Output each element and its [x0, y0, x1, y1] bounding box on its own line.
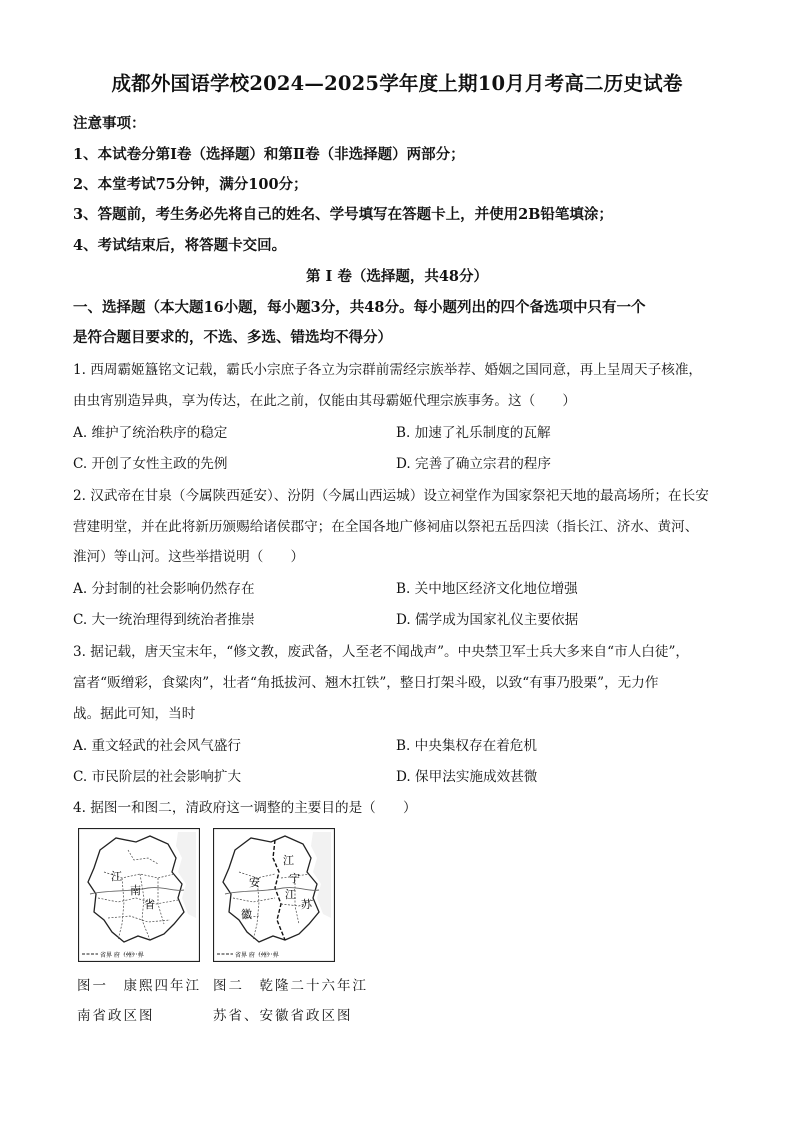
notice-item: 2、本堂考试75分钟，满分100分；: [73, 176, 308, 193]
question-stem: 由虫宵别造异典，享为传达，在此之前，仅能由其母霸姬代理宗族事务。这（ ）: [73, 393, 576, 409]
option-b[interactable]: B. 加速了礼乐制度的瓦解: [396, 425, 551, 441]
map-label: 安: [249, 876, 260, 889]
option-a[interactable]: A. 分封制的社会影响仍然存在: [73, 581, 255, 597]
notice-heading: 注意事项：: [73, 115, 146, 132]
notice-item: 3、答题前，考生务必先将自己的姓名、学号填写在答题卡上，并使用2B铅笔填涂；: [73, 206, 613, 223]
part-heading: 是符合题目要求的，不选、多选、错选均不得分）: [73, 329, 392, 346]
question-stem: 战。据此可知，当时: [73, 706, 196, 722]
option-a[interactable]: A. 维护了统治秩序的稳定: [73, 425, 228, 441]
question-stem: 4. 据图一和图二，清政府这一调整的主要目的是（ ）: [73, 800, 417, 816]
map-label: 江: [285, 888, 296, 901]
map-label: 苏: [301, 898, 312, 911]
option-b[interactable]: B. 关中地区经济文化地位增强: [396, 581, 578, 597]
map-label: 江: [111, 870, 122, 883]
question-stem: 3. 据记载，唐天宝末年，“修文教，废武备，人至老不闻战声”。中央禁卫军士兵大多来自“市人白徒”，: [73, 644, 690, 660]
question-stem: 营建明堂，并在此将新历颁赐给诸侯郡守；在全国各地广修祠庙以祭祀五岳四渎（指长江、济水、黄河、: [73, 519, 699, 535]
exam-title: 成都外国语学校2024—2025学年度上期10月月考高二历史试卷: [111, 72, 683, 95]
map-label: 宁: [289, 872, 300, 885]
option-c[interactable]: C. 大一统治理得到统治者推崇: [73, 612, 255, 628]
option-b[interactable]: B. 中央集权存在着危机: [396, 738, 537, 754]
figure-2-caption: 图二 乾隆二十六年江: [213, 978, 368, 994]
map-label: 南: [130, 884, 141, 897]
map-label: 江: [283, 854, 294, 867]
question-stem: 富者“贩缯彩，食粱肉”，壮者“角抵拔河、翘木扛铁”，整日打架斗殴，以致“有事乃股栗”，无力作: [73, 675, 659, 691]
option-a[interactable]: A. 重文轻武的社会风气盛行: [73, 738, 241, 754]
option-c[interactable]: C. 市民阶层的社会影响扩大: [73, 769, 242, 785]
option-d[interactable]: D. 保甲法实施成效甚微: [396, 769, 538, 785]
option-d[interactable]: D. 儒学成为国家礼仪主要依据: [396, 612, 579, 628]
option-c[interactable]: C. 开创了女性主政的先例: [73, 456, 228, 472]
figure-2-map: [213, 828, 335, 962]
part-heading: 一、选择题（本大题16小题，每小题3分，共48分。每小题列出的四个备选项中只有一个: [73, 299, 646, 316]
option-d[interactable]: D. 完善了确立宗君的程序: [396, 456, 551, 472]
question-stem: 2. 汉武帝在甘泉（今属陕西延安）、汾阴（今属山西运城）设立祠堂作为国家祭祀天地的最高场所；在长安: [73, 488, 709, 504]
question-stem: 1. 西周霸姬簋铭文记载，霸氏小宗庶子各立为宗群前需经宗族举荐、婚姻之国同意，再上呈周天子核准，: [73, 362, 703, 378]
section-title: 第 Ⅰ 卷（选择题，共48分）: [305, 268, 489, 285]
map-label: 省: [144, 898, 155, 911]
notice-item: 4、考试结束后，将答题卡交回。: [73, 237, 287, 254]
map-legend: 省界 府（州）界: [235, 952, 279, 959]
notice-item: 1、本试卷分第Ⅰ卷（选择题）和第Ⅱ卷（非选择题）两部分；: [73, 146, 465, 163]
figure-1-caption: 南省政区图: [77, 1008, 155, 1024]
figure-1-map: [78, 828, 200, 962]
figure-2-caption: 苏省、安徽省政区图: [213, 1008, 353, 1024]
question-stem: 淮河）等山河。这些举措说明（ ）: [73, 549, 305, 565]
map-legend: 省界 府（州）界: [100, 952, 144, 959]
figure-1-caption: 图一 康熙四年江: [77, 978, 201, 994]
map-label: 徽: [241, 908, 252, 921]
